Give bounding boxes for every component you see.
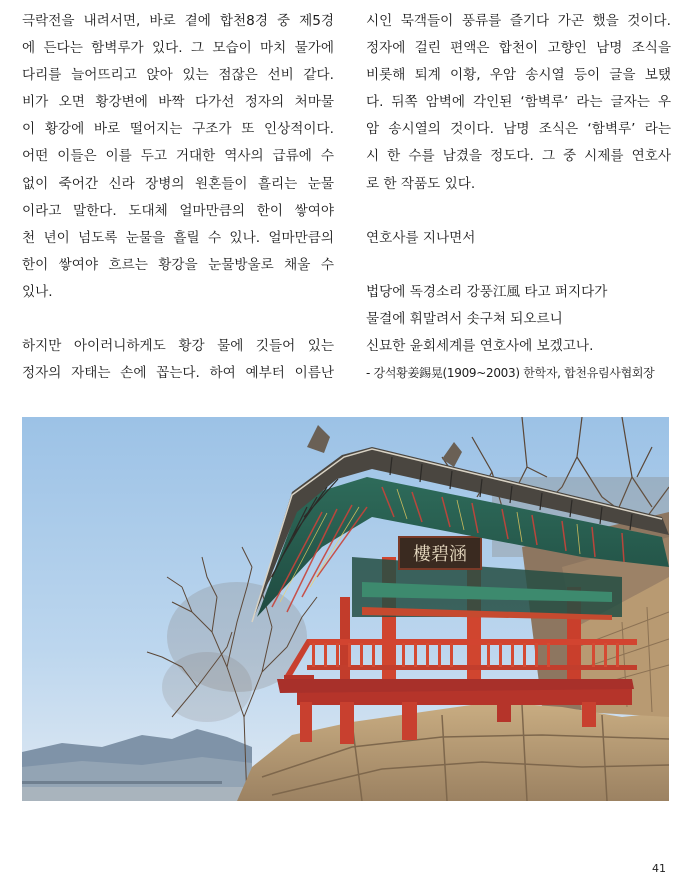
poem-line: 신묘한 윤회세계를 연호사에 보겠고나.: [366, 337, 594, 354]
text-line: 로 한 작품도 있다.: [366, 175, 476, 192]
text-line: 한이 쌓여야 흐르는 황강을 눈물방울로 채울 수: [22, 256, 334, 273]
text-line: 이라고 말한다. 도대체 얼마만큼의 한이 쌓여야: [22, 202, 334, 219]
text-line: 시인 묵객들이 풍류를 즐기다 가곤 했을 것이다.: [366, 13, 671, 29]
text-line: 시 한 수를 남겼을 정도다. 그 중 시제를 연호사: [366, 148, 671, 165]
bridge: [22, 781, 222, 784]
poem-credit: - 강석황姜錫晃(1909~2003) 한학자, 합천유림사협회장: [366, 366, 655, 381]
text-line: 천 년이 넘도록 눈물을 흘릴 수 있나. 얼마만큼의: [22, 229, 334, 246]
text-line: 비가 오면 황강변에 바짝 다가선 정자의 처마물: [22, 94, 334, 111]
pavilion-photo: [22, 417, 669, 801]
text-line: 다리를 늘어뜨리고 앉아 있는 점잖은 선비 같다.: [22, 67, 334, 84]
poem-title: 연호사를 지나면서: [366, 229, 476, 246]
text-line: 없이 죽어간 신라 장병의 원혼들이 흘리는 눈물: [22, 175, 334, 192]
text-line: 비롯해 퇴계 이황, 우암 송시열 등이 글을 보탰: [366, 67, 671, 84]
signboard-text: 樓碧涵: [413, 544, 467, 565]
poem-line: 법당에 독경소리 강풍江風 타고 퍼지다가: [366, 283, 608, 300]
text-line: 극락전을 내려서면, 바로 곁에 합천8경 중 제5경: [22, 13, 334, 29]
text-line: 암 송시열의 것이다. 남명 조식은 ‘함벽루’ 라는: [366, 121, 671, 138]
poem-line: 물결에 휘말려서 솟구쳐 되오르니: [366, 310, 563, 327]
text-line: 에 든다는 함벽루가 있다. 그 모습이 마치 물가에: [22, 40, 334, 57]
text-line: 정자의 자태는 손에 꼽는다. 하여 예부터 이름난: [22, 365, 334, 382]
text-line: 있나.: [22, 283, 53, 300]
text-line: 하지만 아이러니하게도 황강 물에 깃들어 있는: [22, 338, 334, 355]
article-text-right-column: [366, 8, 671, 387]
text-line: 정자에 걸린 편액은 합천이 고향인 남명 조식을: [366, 40, 671, 57]
article-text-left-column: [22, 8, 334, 387]
page-number: 41: [652, 862, 666, 875]
text-line: 다. 뒤쪽 암벽에 각인된 ‘함벽루’ 라는 글자는 우: [366, 94, 671, 111]
text-line: 이 황강에 바로 떨어지는 구조가 또 인상적이다.: [22, 121, 334, 138]
text-line: 어떤 이들은 이를 두고 거대한 역사의 급류에 수: [22, 148, 334, 165]
